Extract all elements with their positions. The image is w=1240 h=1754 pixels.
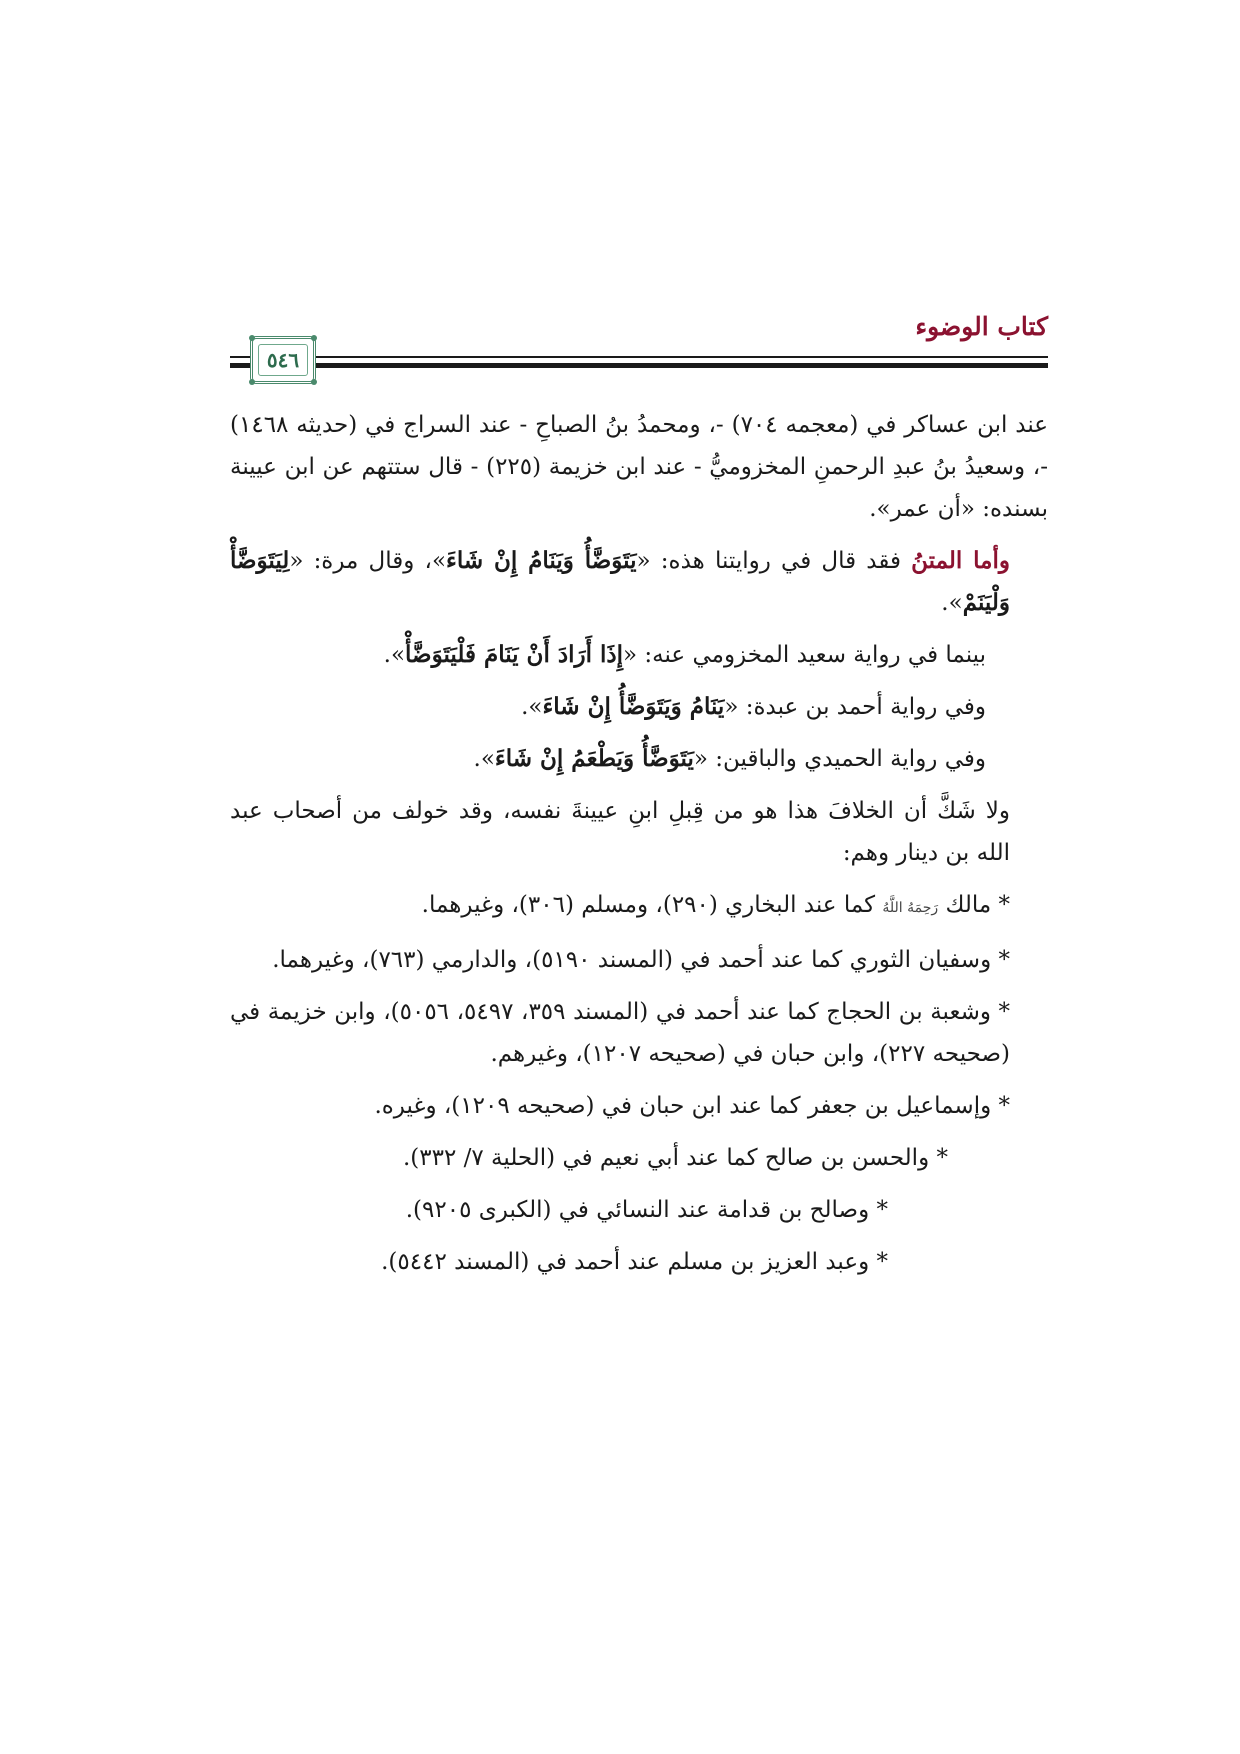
header-rule-thin	[230, 356, 1048, 358]
hadith-quote: يَتَوَضَّأُ وَيَطْعَمُ إِنْ شَاءَ	[494, 745, 694, 772]
section-lead: وأما المتنُ	[911, 547, 1010, 574]
narrator-ismail: * وإسماعيل بن جعفر كما عند ابن حبان في (صحيحه ١٢٠٩)، وغيره.	[374, 1093, 1010, 1119]
narrator-shuba: * وشعبة بن الحجاج كما عند أحمد في (المسند ٣٥٩، ٥٤٩٧، ٥٠٥٦)، وابن خزيمة في (صحيحه ٢٢٧)، وابن حبان في (صحيحه ١٢٠٧)، وغيرهم.	[230, 999, 1011, 1067]
hadith-quote: إِذَا أَرَادَ أَنْ يَنَامَ فَلْيَتَوَضَّأْ	[405, 641, 624, 668]
page-number: ٥٤٦	[258, 344, 308, 376]
text: »، وقال مرة: «	[289, 548, 447, 574]
page-header	[230, 312, 1048, 384]
frame-ornament	[311, 379, 317, 385]
frame-ornament	[249, 335, 255, 341]
frame-ornament	[311, 335, 317, 341]
text: ».	[383, 642, 406, 668]
text: وفي رواية أحمد بن عبدة: «	[724, 694, 986, 720]
narrator-abdulaziz: * وعبد العزيز بن مسلم عند أحمد في (المسند ٥٤٤٢).	[381, 1249, 888, 1275]
paragraph-1: عند ابن عساكر في (معجمه ٧٠٤) -، ومحمدُ بنُ الصباحِ - عند السراج في (حديثه ١٤٦٨) -، وسعيدُ بنُ عبدِ الرحمنِ المخزوميُّ - عند ابن خزيمة (٢٢٥) - قال ستتهم عن ابن عيينة بسنده: «أن عمر».	[230, 412, 1048, 522]
text: كما عند البخاري (٢٩٠)، ومسلم (٣٠٦)، وغيرهما.	[421, 892, 883, 918]
book-title: كتاب الوضوء	[915, 312, 1048, 341]
hadith-quote: يَتَوَضَّأُ وَيَنَامُ إِنْ شَاءَ	[446, 547, 637, 574]
header-rule-thick	[230, 363, 1048, 368]
narrator-malik	[230, 884, 1048, 929]
frame-ornament	[249, 379, 255, 385]
text: * مالك	[938, 892, 1010, 918]
text: ».	[473, 746, 495, 772]
paragraph-2	[230, 540, 1048, 624]
text: بينما في رواية سعيد المخزومي عنه: «	[623, 642, 986, 668]
paragraph-4	[230, 686, 1048, 728]
paragraph-5	[230, 738, 1048, 780]
text: وفي رواية الحميدي والباقين: «	[693, 746, 986, 772]
hadith-quote: يَنَامُ وَيَتَوَضَّأُ إِنْ شَاءَ	[542, 693, 725, 720]
text: ».	[941, 590, 963, 616]
hadith-quote: لِيَتَوَضَّأْ وَلْيَنَمْ	[230, 547, 1010, 616]
narrator-hasan: * والحسن بن صالح كما عند أبي نعيم في (الحلية ٧/ ٣٣٢).	[402, 1145, 948, 1171]
paragraph-3	[230, 634, 1048, 676]
page-number-frame	[250, 336, 316, 384]
paragraph-6: ولا شَكَّ أن الخلافَ هذا هو من قِبلِ ابنِ عيينةَ نفسه، وقد خولف من أصحاب عبد الله بن دينار وهم:	[230, 798, 1010, 866]
narrator-salih: * وصالح بن قدامة عند النسائي في (الكبرى ٩٢٠٥).	[405, 1197, 888, 1223]
page-body	[230, 404, 1048, 1293]
text: فقد قال في روايتنا هذه: «	[636, 548, 912, 574]
text: ».	[521, 694, 543, 720]
narrator-sufyan: * وسفيان الثوري كما عند أحمد في (المسند ٥١٩٠)، والدارمي (٧٦٣)، وغيرهما.	[272, 947, 1010, 973]
honorific: رَحِمَهُ اللَّهُ	[882, 900, 939, 916]
